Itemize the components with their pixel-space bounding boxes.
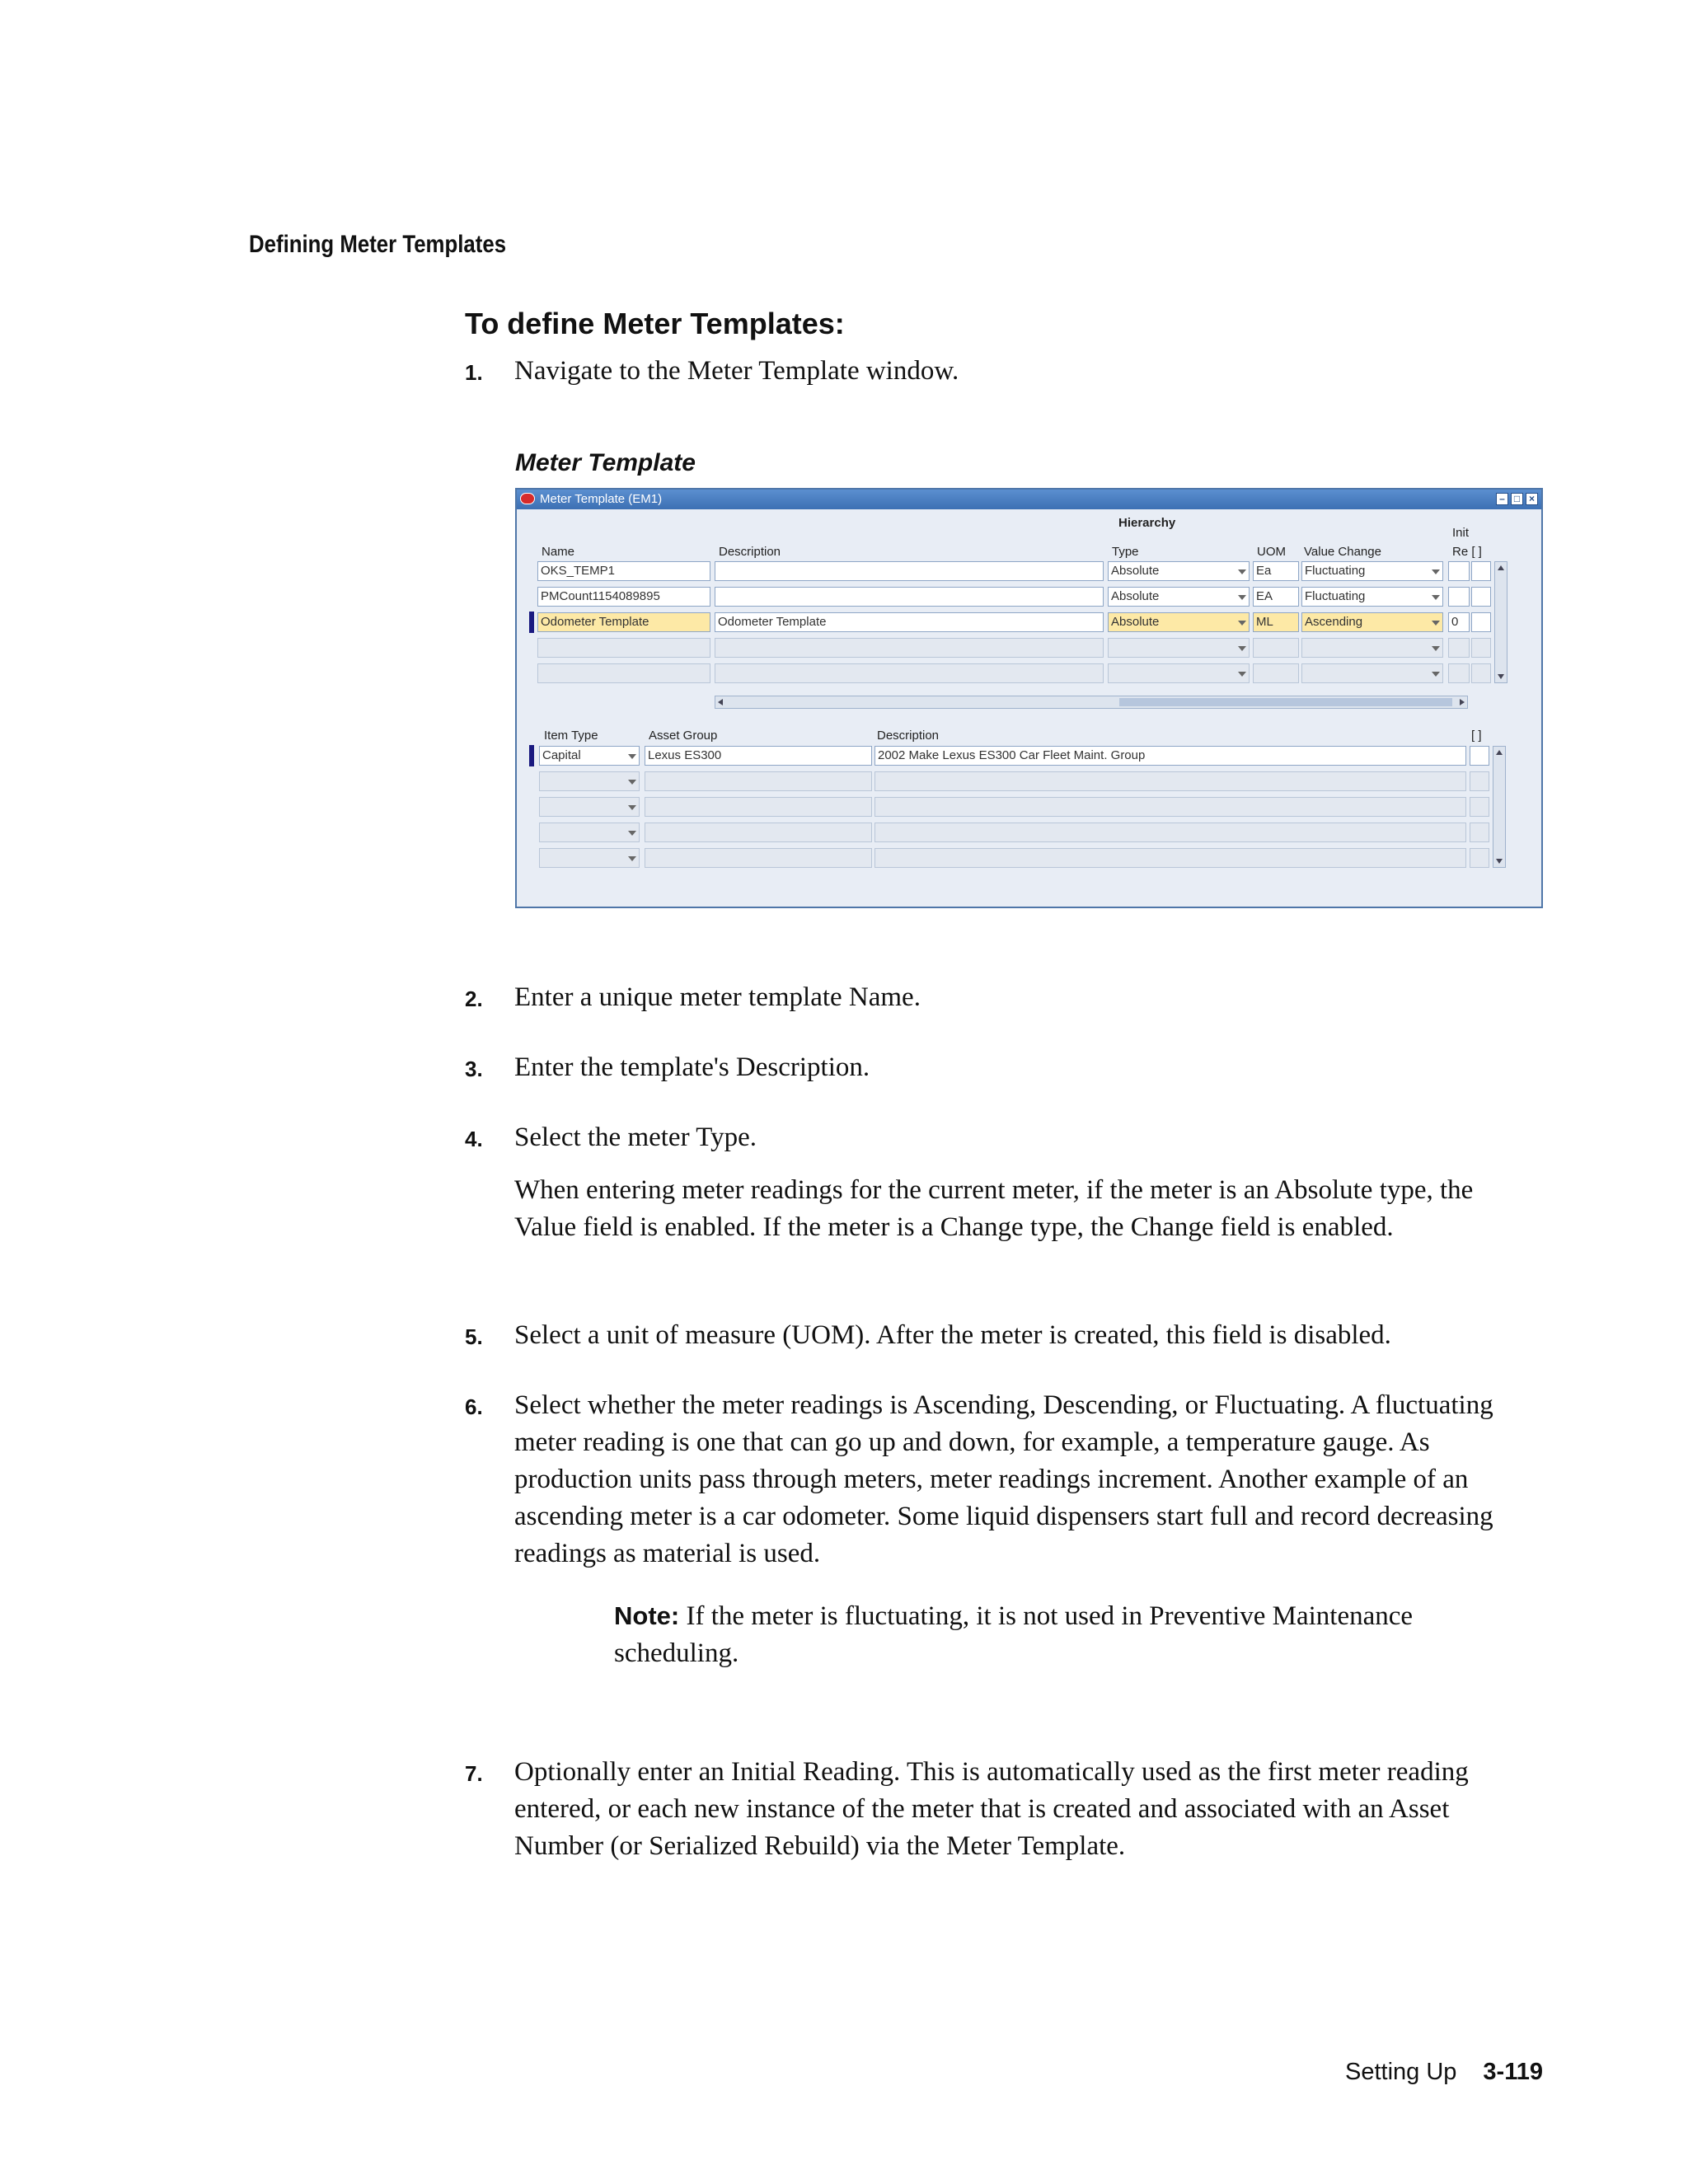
section-heading: Defining Meter Templates (249, 231, 507, 258)
asset-group-field[interactable]: Lexus ES300 (645, 746, 872, 766)
description-field[interactable] (715, 663, 1104, 683)
value-change-select[interactable] (1301, 638, 1443, 658)
note-label: Note: (614, 1601, 680, 1630)
re-checkbox[interactable] (1471, 638, 1491, 658)
value-change-select[interactable] (1301, 612, 1443, 632)
description-header: Description (719, 545, 781, 559)
oracle-logo-icon (520, 493, 535, 504)
uom-field[interactable] (1253, 663, 1299, 683)
item-type-select[interactable] (539, 848, 640, 868)
step-number: 5. (465, 1324, 483, 1349)
init-field[interactable] (1448, 663, 1470, 683)
lower-flag-header: [ ] (1471, 729, 1482, 743)
step-text: Enter the template's Description. (514, 1052, 870, 1082)
asset-group-header: Asset Group (649, 729, 718, 743)
scroll-down-icon[interactable] (1498, 674, 1504, 679)
step-7 (465, 1754, 1536, 1865)
horizontal-scrollbar[interactable] (715, 696, 1468, 709)
lower-flag-checkbox[interactable] (1470, 848, 1489, 868)
chevron-down-icon (1238, 646, 1246, 651)
minimize-icon[interactable]: – (1496, 493, 1508, 505)
chevron-down-icon (1238, 621, 1246, 626)
name-header: Name (542, 545, 575, 559)
init-field[interactable] (1448, 561, 1470, 581)
item-type-value: Capital (542, 748, 581, 762)
type-value: Absolute (1111, 615, 1160, 629)
re-header: Re [ ] (1452, 545, 1482, 559)
chevron-down-icon (1432, 672, 1440, 677)
note (614, 1597, 1438, 1672)
step-text: Select a unit of measure (UOM). After the meter is created, this field is disabled. (514, 1320, 1391, 1350)
chevron-down-icon (628, 754, 636, 759)
lower-description-field[interactable] (874, 848, 1466, 868)
re-checkbox[interactable] (1471, 561, 1491, 581)
step-6 (465, 1387, 1536, 1572)
step-text: Navigate to the Meter Template window. (514, 356, 959, 386)
init-header: Init (1452, 526, 1470, 540)
scroll-up-icon[interactable] (1496, 750, 1503, 755)
step-text: Select whether the meter readings is Ascending, Descending, or Fluctuating. A fluctuating meter reading is one that can go up and down, for example, a temperature gauge. As production units pass through meters, meter readings increment. Another example of an ascending meter is a car odometer. Some liquid dispensers start full and record decreasing readings as material is used. (514, 1390, 1493, 1568)
asset-group-field[interactable] (645, 823, 872, 842)
type-value: Absolute (1111, 589, 1160, 603)
chevron-down-icon (628, 856, 636, 861)
re-checkbox[interactable] (1471, 612, 1491, 632)
step-number: 4. (465, 1127, 483, 1151)
chevron-down-icon (628, 831, 636, 836)
step-1 (465, 353, 1536, 390)
window-titlebar (517, 490, 1541, 509)
type-header: Type (1112, 545, 1139, 559)
value-change-value: Ascending (1305, 615, 1363, 629)
description-field[interactable] (715, 638, 1104, 658)
name-field[interactable]: Odometer Template (537, 612, 710, 632)
asset-group-field[interactable] (645, 797, 872, 817)
name-field[interactable] (537, 638, 710, 658)
chevron-down-icon (1238, 595, 1246, 600)
upper-vertical-scrollbar[interactable] (1494, 561, 1507, 683)
type-select[interactable] (1108, 638, 1250, 658)
init-field[interactable] (1448, 587, 1470, 607)
current-record-indicator (529, 612, 534, 633)
scroll-left-icon[interactable] (718, 699, 723, 705)
value-change-value: Fluctuating (1305, 564, 1366, 578)
chevron-down-icon (1432, 595, 1440, 600)
step-text: Optionally enter an Initial Reading. This is automatically used as the first meter reading entered, or each new instance of the meter that is created and associated with an Asset Number (or Serialized Rebuild) via the Meter Template. (514, 1757, 1469, 1861)
asset-group-field[interactable] (645, 848, 872, 868)
chevron-down-icon (1238, 569, 1246, 574)
step-5 (465, 1317, 1536, 1354)
lower-flag-checkbox[interactable] (1470, 797, 1489, 817)
name-field[interactable]: OKS_TEMP1 (537, 561, 710, 581)
type-value: Absolute (1111, 564, 1160, 578)
item-type-header: Item Type (544, 729, 598, 743)
step-4 (465, 1119, 1536, 1156)
scroll-down-icon[interactable] (1496, 859, 1503, 864)
uom-header: UOM (1257, 545, 1286, 559)
uom-field[interactable]: EA (1253, 587, 1299, 607)
lower-flag-checkbox[interactable] (1470, 823, 1489, 842)
value-change-select[interactable] (1301, 561, 1443, 581)
step-4-detail: When entering meter readings for the current meter, if the meter is an Absolute type, the Value field is enabled. If the meter is a Change type, the Change field is enabled. (514, 1175, 1474, 1242)
description-field[interactable]: Odometer Template (715, 612, 1104, 632)
uom-field[interactable]: Ea (1253, 561, 1299, 581)
lower-description-field[interactable]: 2002 Make Lexus ES300 Car Fleet Maint. Group (874, 746, 1466, 766)
re-checkbox[interactable] (1471, 663, 1491, 683)
step-number: 7. (465, 1761, 483, 1786)
chevron-down-icon (1432, 569, 1440, 574)
procedure-heading: To define Meter Templates: (465, 307, 845, 340)
page-footer (1345, 2059, 1543, 2086)
step-3 (465, 1049, 1536, 1086)
note-text: If the meter is fluctuating, it is not used in Preventive Maintenance scheduling. (614, 1601, 1414, 1668)
asset-group-field[interactable] (645, 771, 872, 791)
scroll-up-icon[interactable] (1498, 565, 1504, 570)
lower-flag-checkbox[interactable] (1470, 746, 1489, 766)
value-change-header: Value Change (1304, 545, 1381, 559)
item-type-select[interactable] (539, 771, 640, 791)
scroll-thumb[interactable] (1119, 698, 1452, 706)
step-2 (465, 979, 1536, 1016)
name-field[interactable] (537, 663, 710, 683)
footer-section: Setting Up (1345, 2059, 1457, 2085)
lower-description-field[interactable] (874, 771, 1466, 791)
chevron-down-icon (628, 805, 636, 810)
scroll-right-icon[interactable] (1460, 699, 1465, 705)
chevron-down-icon (1432, 621, 1440, 626)
init-field[interactable]: 0 (1448, 612, 1470, 632)
value-change-select[interactable] (1301, 587, 1443, 607)
item-type-select[interactable] (539, 823, 640, 842)
step-number: 2. (465, 987, 483, 1011)
lower-description-field[interactable] (874, 797, 1466, 817)
step-number: 6. (465, 1394, 483, 1419)
uom-field[interactable]: ML (1253, 612, 1299, 632)
description-field[interactable] (715, 587, 1104, 607)
value-change-select[interactable] (1301, 663, 1443, 683)
step-text: Enter a unique meter template Name. (514, 982, 921, 1012)
step-number: 3. (465, 1057, 483, 1081)
figure-title: Meter Template (515, 449, 696, 476)
item-type-select[interactable] (539, 746, 640, 766)
re-checkbox[interactable] (1471, 587, 1491, 607)
init-field[interactable] (1448, 638, 1470, 658)
type-select[interactable] (1108, 587, 1250, 607)
uom-field[interactable] (1253, 638, 1299, 658)
value-change-value: Fluctuating (1305, 589, 1366, 603)
description-field[interactable] (715, 561, 1104, 581)
hierarchy-header: Hierarchy (1118, 516, 1176, 530)
lower-flag-checkbox[interactable] (1470, 771, 1489, 791)
footer-page-number: 3-119 (1483, 2059, 1543, 2085)
meter-template-window (515, 488, 1543, 908)
chevron-down-icon (628, 780, 636, 785)
item-type-select[interactable] (539, 797, 640, 817)
lower-vertical-scrollbar[interactable] (1493, 746, 1506, 868)
close-icon[interactable]: × (1526, 493, 1538, 505)
step-text: Select the meter Type. (514, 1122, 757, 1152)
chevron-down-icon (1238, 672, 1246, 677)
lower-description-header: Description (877, 729, 940, 743)
window-title: Meter Template (EM1) (540, 492, 663, 506)
current-record-indicator (529, 745, 534, 766)
type-select[interactable] (1108, 612, 1250, 632)
lower-description-field[interactable] (874, 823, 1466, 842)
step-number: 1. (465, 360, 483, 385)
type-select[interactable] (1108, 561, 1250, 581)
chevron-down-icon (1432, 646, 1440, 651)
maximize-icon[interactable]: □ (1511, 493, 1523, 505)
type-select[interactable] (1108, 663, 1250, 683)
name-field[interactable]: PMCount1154089895 (537, 587, 710, 607)
